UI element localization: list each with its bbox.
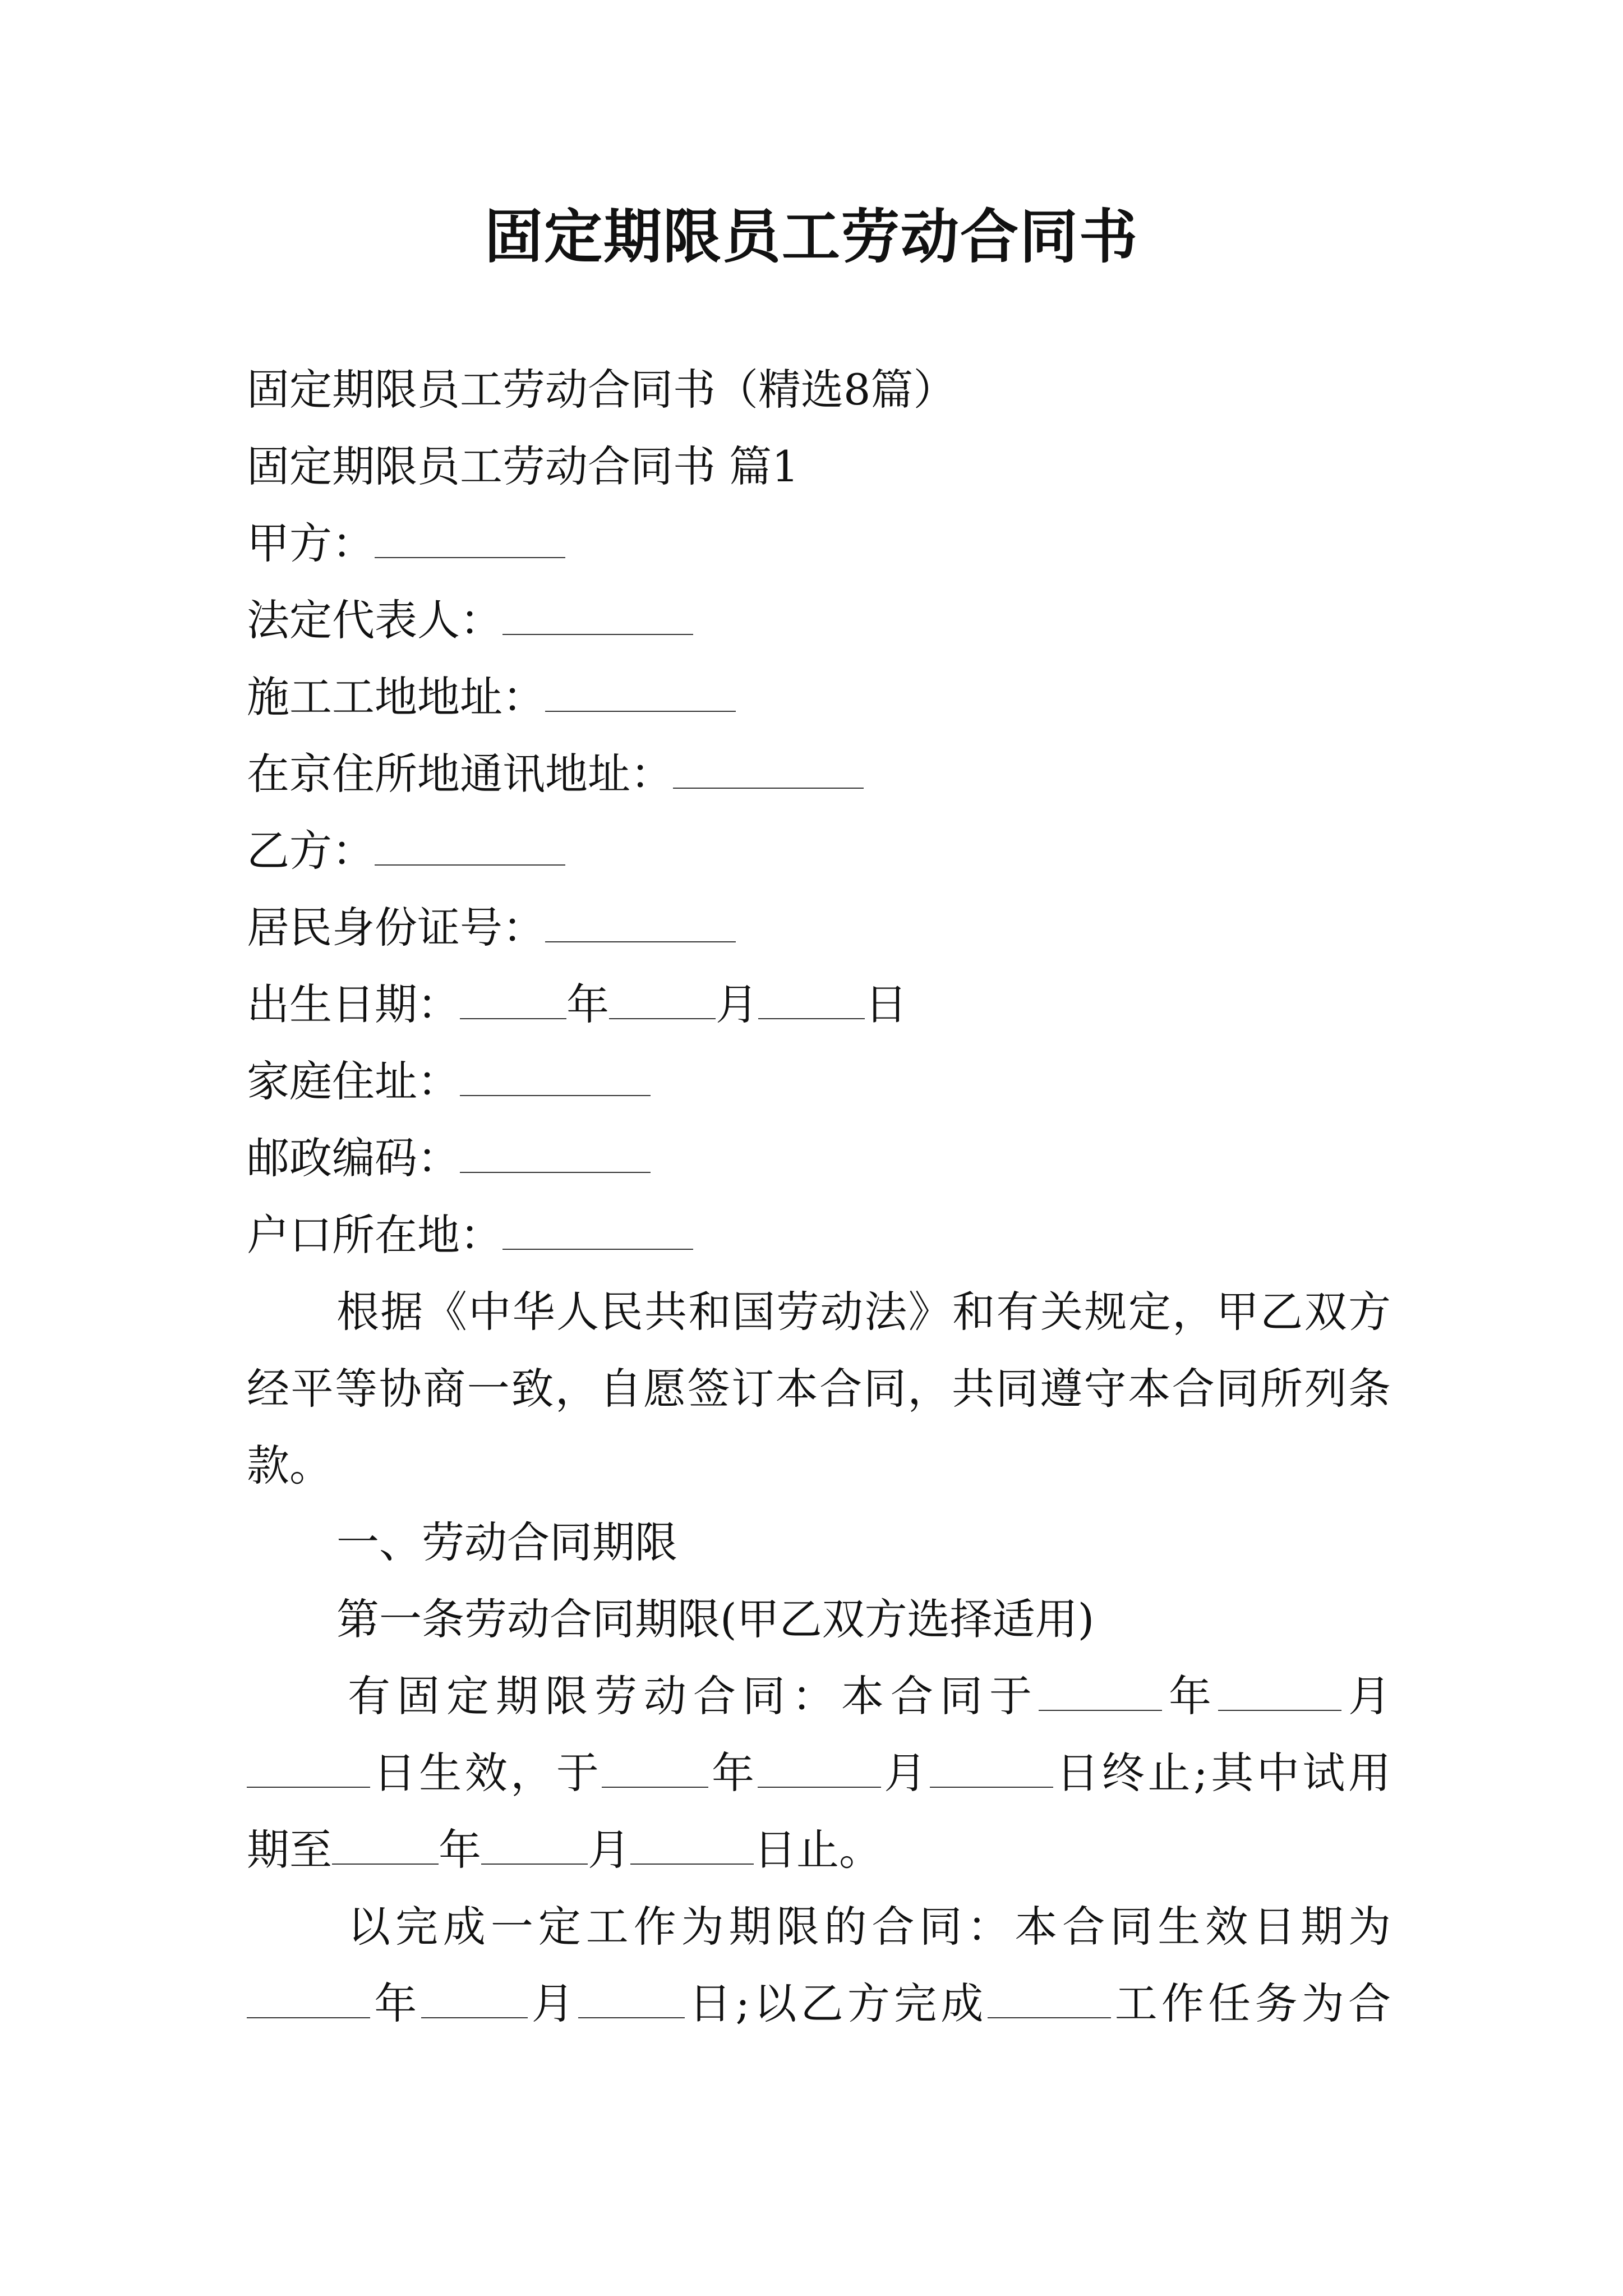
- probation-month-unit: 月: [588, 1825, 630, 1875]
- task-year-blank: [247, 1977, 370, 2018]
- task-term-line-1: 以完成一定工作为期限的合同：本合同生效日期为: [348, 1902, 1391, 1952]
- legal-rep-field: [247, 590, 693, 651]
- start-year-unit: 年: [1162, 1671, 1218, 1721]
- birth-year-unit: 年: [566, 979, 609, 1029]
- home-address-blank: [460, 1055, 651, 1096]
- article-1-heading: 第一条劳动合同期限(甲乙双方选择适用): [336, 1594, 1095, 1644]
- home-address-label: 家庭住址：: [247, 1056, 460, 1106]
- task-month-unit: 月: [527, 1978, 578, 2028]
- party-a-field: [247, 513, 565, 574]
- end-day-blank: [930, 1746, 1053, 1788]
- birth-label: 出生日期：: [247, 979, 460, 1029]
- hukou-blank: [502, 1208, 693, 1250]
- task-year-unit: 年: [370, 1978, 421, 2028]
- site-address-label: 施工工地地址：: [247, 672, 545, 722]
- hukou-field: [247, 1204, 693, 1266]
- probation-end: 日止。: [754, 1825, 882, 1875]
- beijing-address-label: 在京住所地通讯地址：: [247, 749, 673, 799]
- fixed-term-prefix: 有固定期限劳动合同：本合同于: [348, 1671, 1039, 1721]
- task-name-blank: [988, 1977, 1111, 2018]
- task-end: 工作任务为合: [1110, 1978, 1391, 2028]
- birth-day-unit: 日: [865, 979, 907, 1029]
- probation-day-blank: [630, 1823, 754, 1865]
- document-subtitle: 固定期限员工劳动合同书（精选8篇）: [247, 365, 956, 415]
- legal-rep-blank: [502, 593, 693, 635]
- task-term-line-2: [247, 1973, 1391, 2035]
- task-mid: 日;以乙方完成: [685, 1978, 988, 2028]
- party-b-field: [247, 820, 565, 882]
- birth-date-field: [247, 974, 907, 1036]
- probation-line: [247, 1819, 882, 1881]
- site-address-field: [247, 666, 736, 728]
- party-a-blank: [375, 517, 565, 558]
- start-month-blank: [1218, 1669, 1341, 1711]
- site-address-blank: [545, 670, 736, 712]
- task-day-blank: [578, 1977, 685, 2018]
- postal-code-blank: [460, 1131, 651, 1173]
- probation-prefix: 期至: [247, 1825, 332, 1875]
- probation-month-blank: [481, 1823, 588, 1865]
- start-month-unit: 月: [1341, 1671, 1391, 1721]
- beijing-address-field: [247, 743, 864, 805]
- end-text: 日终止;其中试用: [1053, 1748, 1391, 1798]
- party-b-blank: [375, 824, 565, 866]
- beijing-address-blank: [673, 747, 864, 789]
- birth-day-blank: [758, 978, 865, 1019]
- preamble-line-3: 款。: [247, 1441, 332, 1490]
- probation-year-unit: 年: [439, 1825, 481, 1875]
- postal-code-label: 邮政编码：: [247, 1133, 460, 1183]
- start-day-blank: [247, 1746, 370, 1788]
- birth-month-unit: 月: [716, 979, 758, 1029]
- start-year-blank: [1039, 1669, 1162, 1711]
- end-year-unit: 年: [708, 1748, 758, 1798]
- hukou-label: 户口所在地：: [247, 1210, 502, 1260]
- probation-year-blank: [332, 1823, 439, 1865]
- fixed-term-line-2: [247, 1742, 1391, 1804]
- preamble-line-2: 经平等协商一致，自愿签订本合同，共同遵守本合同所列条: [247, 1364, 1391, 1414]
- document-title: 固定期限员工劳动合同书: [484, 202, 1138, 271]
- id-number-blank: [545, 901, 736, 942]
- id-number-label: 居民身份证号：: [247, 903, 545, 953]
- postal-code-field: [247, 1128, 651, 1189]
- fixed-term-line-1: [348, 1665, 1391, 1727]
- end-month-blank: [758, 1746, 881, 1788]
- home-address-field: [247, 1051, 651, 1112]
- party-b-label: 乙方：: [247, 826, 375, 876]
- legal-rep-label: 法定代表人：: [247, 595, 502, 645]
- party-a-label: 甲方：: [247, 518, 375, 568]
- end-month-unit: 月: [880, 1748, 930, 1798]
- end-year-blank: [602, 1746, 708, 1788]
- chapter-heading: 固定期限员工劳动合同书 篇1: [247, 441, 799, 491]
- preamble-line-1: 根据《中华人民共和国劳动法》和有关规定，甲乙双方: [336, 1287, 1391, 1337]
- id-number-field: [247, 897, 736, 959]
- section-1-heading: 一、劳动合同期限: [336, 1517, 677, 1567]
- task-month-blank: [421, 1977, 528, 2018]
- birth-month-blank: [609, 978, 716, 1019]
- birth-year-blank: [460, 978, 566, 1019]
- effective-text: 日生效，于: [370, 1748, 602, 1798]
